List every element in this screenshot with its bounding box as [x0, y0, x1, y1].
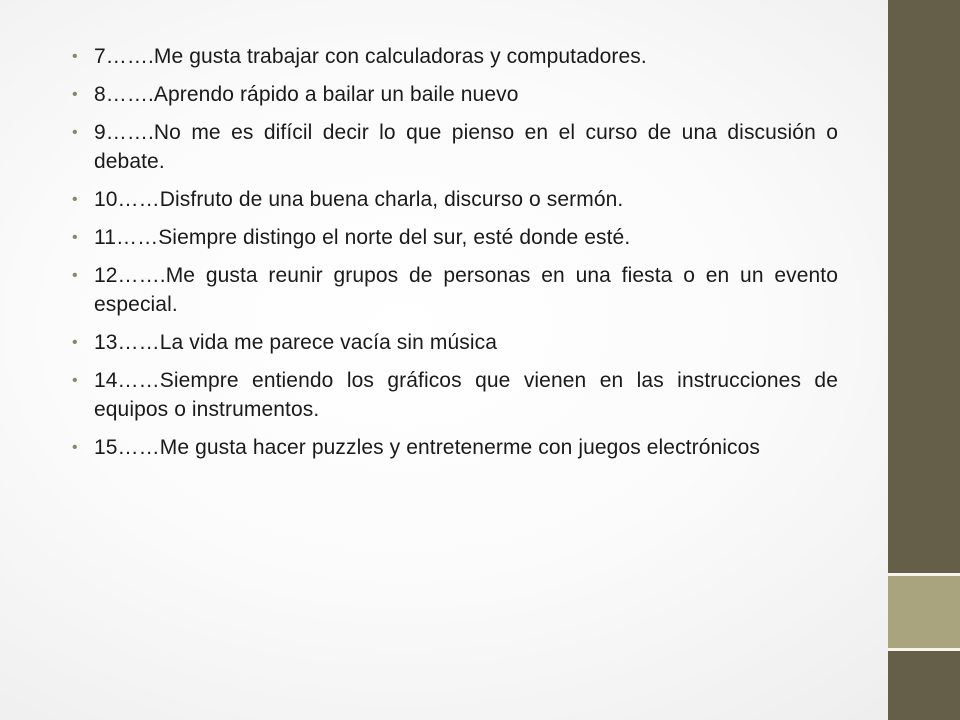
bullet-icon: •: [72, 48, 78, 65]
list-item: [72, 185, 838, 214]
list-item-text: 7…….Me gusta trabajar con calculadoras y computadores.: [94, 45, 647, 68]
list-item-text: 10……Disfruto de una buena charla, discurso o sermón.: [94, 188, 624, 211]
list-item-text: 9…….No me es difícil decir lo que pienso en el curso de una discusión o debate.: [94, 121, 838, 173]
content-area: [72, 42, 838, 471]
list-item-text: 12…….Me gusta reunir grupos de personas en una fiesta o en un evento especial.: [94, 264, 838, 316]
sidebar-divider-bottom: [888, 648, 960, 651]
list-item: [72, 328, 838, 357]
bullet-icon: •: [72, 439, 78, 456]
list-item: [72, 223, 838, 252]
bullet-icon: •: [72, 267, 78, 284]
bullet-icon: •: [72, 191, 78, 208]
bullet-icon: •: [72, 86, 78, 103]
bullet-icon: •: [72, 334, 78, 351]
bullet-icon: •: [72, 229, 78, 246]
list-item-text: 8…….Aprendo rápido a bailar un baile nuevo: [94, 83, 519, 106]
list-item: [72, 366, 838, 424]
list-item: [72, 80, 838, 109]
bullet-icon: •: [72, 124, 78, 141]
list-item: [72, 42, 838, 71]
list-item-text: 14……Siempre entiendo los gráficos que vienen en las instrucciones de equipos o instrumentos.: [94, 369, 838, 421]
list-item-text: 13……La vida me parece vacía sin música: [94, 331, 497, 354]
list-item-text: 15……Me gusta hacer puzzles y entretenerme con juegos electrónicos: [94, 436, 761, 459]
list-item: [72, 118, 838, 176]
list-item-text: 11……Siempre distingo el norte del sur, esté donde esté.: [94, 226, 631, 249]
bullet-icon: •: [72, 372, 78, 389]
list-item: [72, 261, 838, 319]
questionnaire-list: [72, 42, 838, 462]
list-item: [72, 433, 838, 462]
sidebar-accent-block: [888, 576, 960, 648]
